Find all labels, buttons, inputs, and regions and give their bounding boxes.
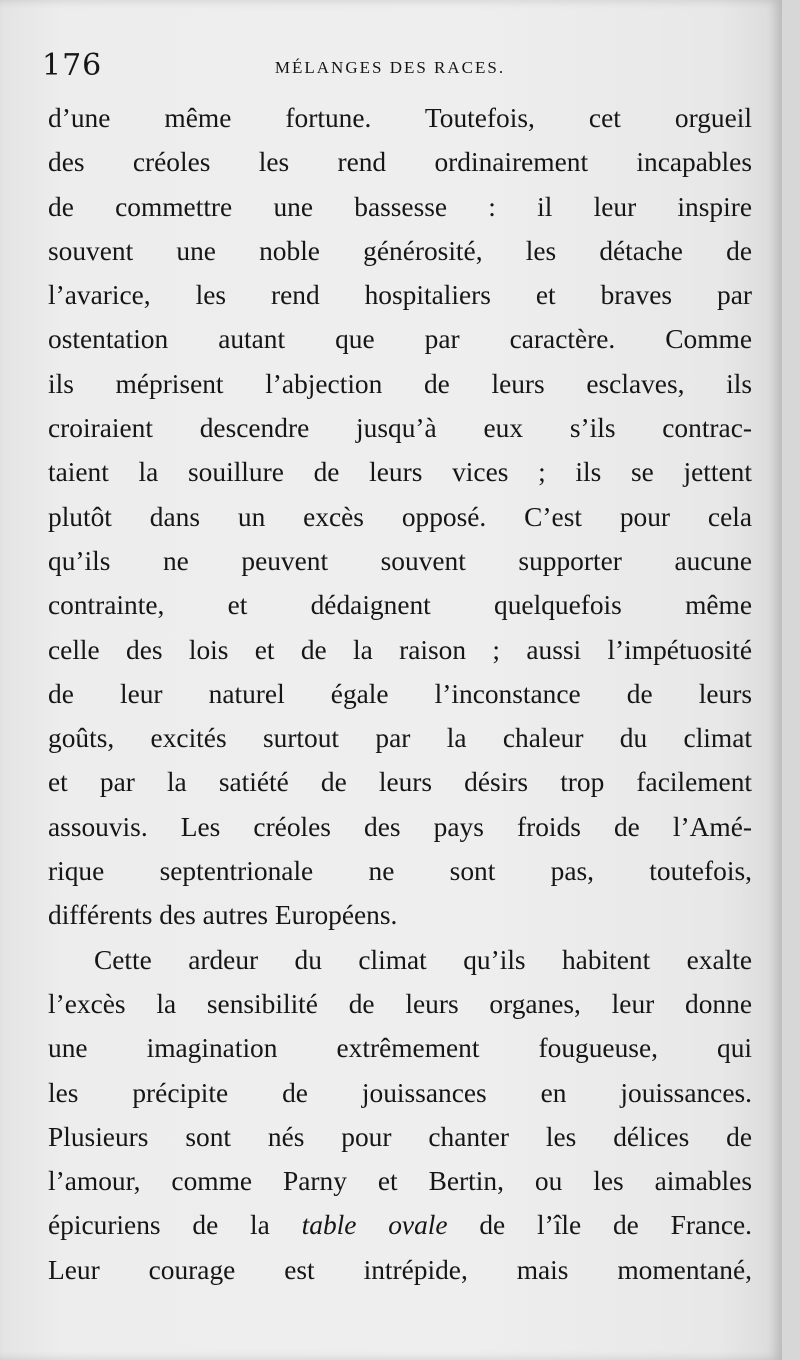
page-number: 176 [42, 48, 103, 83]
text-line: et par la satiété de leurs désirs trop facilement [48, 767, 752, 798]
text-line: goûts, excités surtout par la chaleur du climat [48, 723, 752, 754]
paragraph-start-line: Cette ardeur du climat qu’ils habitent exalte [94, 944, 752, 975]
text-line: ostentation autant que par caractère. Comme [48, 324, 752, 355]
text-segment: épicuriens de la [48, 1210, 302, 1241]
text-line: taient la souillure de leurs vices ; ils se jettent [48, 457, 752, 488]
text-line: celle des lois et de la raison ; aussi l’impétuosité [48, 634, 752, 665]
text-segment: de l’île de France. [447, 1210, 752, 1241]
text-line: plutôt dans un excès opposé. C’est pour cela [48, 501, 752, 532]
text-line: l’avarice, les rend hospitaliers et braves par [48, 280, 752, 311]
text-line: d’une même fortune. Toutefois, cet orgueil [48, 103, 752, 133]
page-body-text [48, 96, 752, 1292]
text-line: contrainte, et dédaignent quelquefois même [48, 590, 752, 621]
running-title: MÉLANGES DES RACES. [274, 58, 506, 77]
text-line: croiraient descendre jusqu’à eux s’ils contrac- [48, 413, 752, 444]
text-line: des créoles les rend ordinairement incapables [48, 147, 752, 178]
text-line: l’excès la sensibilité de leurs organes, leur donne [48, 988, 752, 1019]
text-line: de leur naturel égale l’inconstance de leurs [48, 678, 752, 709]
text-line: Leur courage est intrépide, mais momentané, [48, 1254, 752, 1285]
text-line: une imagination extrêmement fougueuse, qui [48, 1033, 752, 1064]
text-line-with-italic [48, 1203, 752, 1247]
text-line: les précipite de jouissances en jouissances. [48, 1077, 752, 1108]
italic-title: table ovale [301, 1210, 448, 1241]
paragraph-end-line: différents des autres Européens. [48, 900, 398, 931]
text-line: rique septentrionale ne sont pas, toutefois, [48, 856, 752, 887]
text-line: qu’ils ne peuvent souvent supporter aucune [48, 545, 752, 576]
text-line: assouvis. Les créoles des pays froids de l’Amé- [48, 811, 752, 842]
text-line: ils méprisent l’abjection de leurs esclaves, ils [48, 368, 752, 399]
text-line: souvent une noble générosité, les détache de [48, 235, 752, 266]
text-line: de commettre une bassesse : il leur inspire [48, 191, 752, 222]
text-line: Plusieurs sont nés pour chanter les délices de [48, 1121, 752, 1152]
text-line: l’amour, comme Parny et Bertin, ou les aimables [48, 1166, 752, 1197]
page-header [40, 44, 740, 94]
